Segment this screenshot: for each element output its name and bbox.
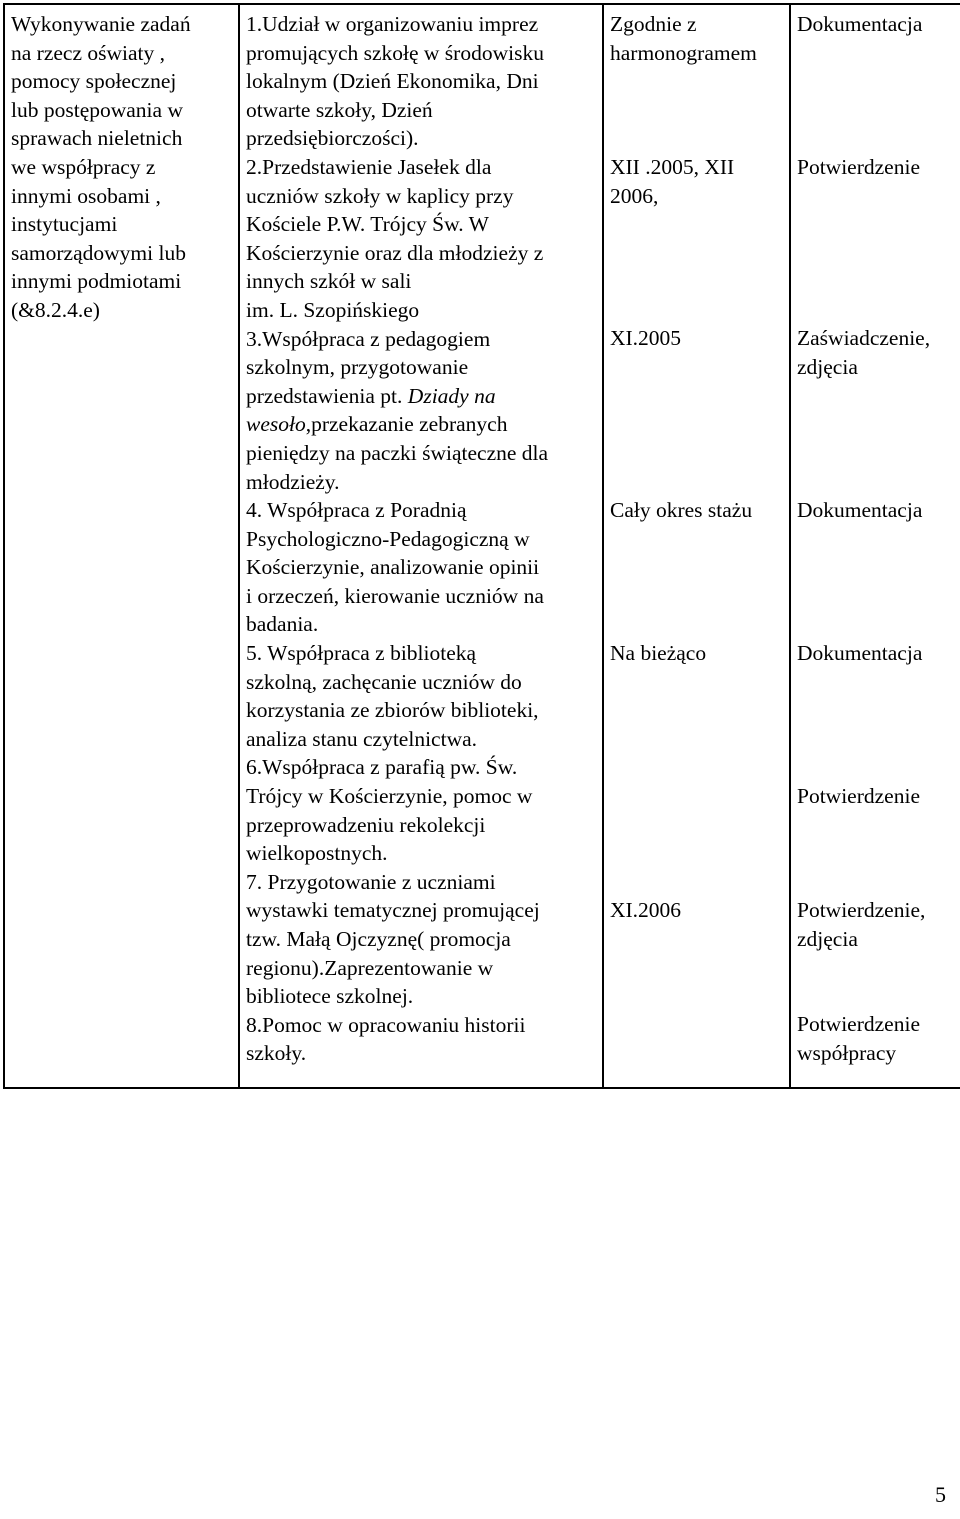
area-line: pomocy społecznej [11, 69, 177, 94]
task-line: otwarte szkoły, Dzień [246, 97, 433, 122]
evidence-entry [797, 1010, 920, 1067]
evidence-entry [797, 496, 922, 525]
area-line: (&8.2.4.e) [11, 297, 100, 322]
term-entry-line: XI.2006 [610, 898, 682, 922]
evidence-entry-line: Zaświadczenie, [797, 326, 931, 350]
area-line: samorządowymi lub [11, 240, 186, 265]
task-line: regionu).Zaprezentowanie w [246, 955, 494, 980]
task-line: 3.Współpraca z pedagogiem [246, 326, 491, 351]
task-line: pieniędzy na paczki świąteczne dla [246, 440, 549, 465]
task-line: i orzeczeń, kierowanie uczniów na [246, 583, 544, 608]
term-entry [610, 153, 734, 210]
area-text [5, 5, 238, 325]
area-line: sprawach nieletnich [11, 126, 183, 151]
evidence-entry [797, 324, 930, 381]
term-entry-line: Cały okres stażu [610, 498, 753, 522]
task-line: 4. Współpraca z Poradnią [246, 498, 467, 523]
tasks-text [240, 5, 602, 1068]
task-item [246, 153, 596, 325]
task-line: szkolnym, przygotowanie [246, 355, 469, 380]
task-line: szkolną, zachęcanie uczniów do [246, 669, 522, 694]
evidence-entry [797, 10, 922, 39]
evidence-entry-line: Potwierdzenie, [797, 898, 926, 922]
task-line: Trójcy w Kościerzynie, pomoc w [246, 784, 533, 809]
task-line: szkoły. [246, 1041, 307, 1066]
internship-plan-table [3, 3, 960, 1089]
area-line: lub postępowania w [11, 97, 183, 122]
evidence-entry [797, 153, 920, 182]
task-text: przedstawienia pt. [246, 383, 408, 408]
term-entry [610, 896, 681, 925]
evidence-entry-line: Dokumentacja [797, 641, 923, 665]
area-line: innymi osobami , [11, 183, 161, 208]
evidence-entry-line: Dokumentacja [797, 12, 923, 36]
task-line: bibliotece szkolnej. [246, 984, 414, 1009]
term-entry-line: harmonogramem [610, 40, 757, 65]
evidence-cell [790, 4, 960, 1088]
evidence-entry-line: Dokumentacja [797, 498, 923, 522]
term-entry-line: 2006, [610, 183, 659, 208]
task-line: tzw. Małą Ojczyznę( promocja [246, 927, 511, 951]
task-line: 1.Udział w organizowaniu imprez [246, 12, 539, 36]
evidence-entry [797, 896, 925, 953]
task-line: Kościerzynie oraz dla młodzieży z [246, 240, 544, 265]
task-line: 6.Współpraca z parafią pw. Św. [246, 755, 518, 780]
evidence-entry-line: Potwierdzenie [797, 1012, 920, 1036]
terms-text [604, 5, 789, 922]
evidence-entry-line: zdjęcia [797, 926, 858, 951]
evidence-entry-line: Potwierdzenie [797, 155, 920, 179]
task-line: 7. Przygotowanie z uczniami [246, 869, 496, 894]
area-line: Wykonywanie zadań [11, 12, 191, 36]
term-entry [610, 10, 757, 67]
task-line: analiza stanu czytelnictwa. [246, 726, 478, 751]
task-line: młodzieży. [246, 469, 340, 494]
term-entry [610, 496, 752, 525]
term-entry [610, 324, 681, 353]
task-item [246, 10, 596, 153]
area-line: innymi podmiotami [11, 269, 182, 294]
task-line: badania. [246, 612, 319, 637]
task-item [246, 639, 596, 753]
evidence-entry-line: współpracy [797, 1040, 897, 1065]
task-line: Kościele P.W. Trójcy Św. W [246, 212, 489, 237]
task-line: 5. Współpraca z biblioteką [246, 641, 477, 666]
task-item [246, 753, 596, 867]
task-line: wystawki tematycznej promującej [246, 898, 540, 923]
evidence-entry [797, 639, 922, 668]
task-item [246, 496, 596, 639]
play-title-text: Dziady na [407, 383, 496, 408]
evidence-text [791, 5, 960, 1065]
term-entry [610, 639, 706, 668]
evidence-entry [797, 782, 920, 811]
task-line: uczniów szkoły w kaplicy przy [246, 183, 514, 208]
evidence-entry-line: Potwierdzenie [797, 784, 920, 808]
task-line: lokalnym (Dzień Ekonomika, Dni [246, 69, 539, 94]
task-item [246, 325, 596, 497]
terms-cell [603, 4, 790, 1088]
term-entry-line: XII .2005, XII [610, 155, 735, 179]
area-line: we współpracy z [11, 154, 156, 179]
area-cell [4, 4, 239, 1088]
task-item [246, 868, 596, 1011]
term-entry-line: Na bieżąco [610, 641, 707, 665]
task-line: im. L. Szopińskiego [246, 297, 420, 322]
table-row [4, 4, 960, 1088]
task-line [246, 382, 596, 411]
task-line: przeprowadzeniu rekolekcji [246, 812, 486, 837]
task-line: przedsiębiorczości). [246, 126, 419, 151]
play-title-text: wesoło [246, 412, 306, 437]
term-entry-line: Zgodnie z [610, 12, 697, 36]
task-line: innych szkół w sali [246, 269, 412, 294]
task-line: Psychologiczno-Pedagogiczną w [246, 526, 530, 551]
task-line: korzystania ze zbiorów biblioteki, [246, 698, 539, 723]
evidence-entry-line: zdjęcia [797, 354, 858, 379]
term-entry-line: XI.2005 [610, 326, 682, 350]
task-text: ,przekazanie zebranych [305, 412, 508, 437]
task-item [246, 1011, 596, 1068]
task-line: 2.Przedstawienie Jasełek dla [246, 154, 492, 179]
page-number: 5 [935, 1482, 946, 1507]
task-line: promujących szkołę w środowisku [246, 40, 544, 65]
task-line [246, 410, 596, 439]
area-line: na rzecz oświaty , [11, 40, 166, 65]
task-line: 8.Pomoc w opracowaniu historii [246, 1012, 526, 1037]
area-line: instytucjami [11, 212, 118, 237]
task-line: Kościerzynie, analizowanie opinii [246, 555, 540, 580]
task-line: wielkopostnych. [246, 841, 388, 866]
tasks-cell [239, 4, 603, 1088]
